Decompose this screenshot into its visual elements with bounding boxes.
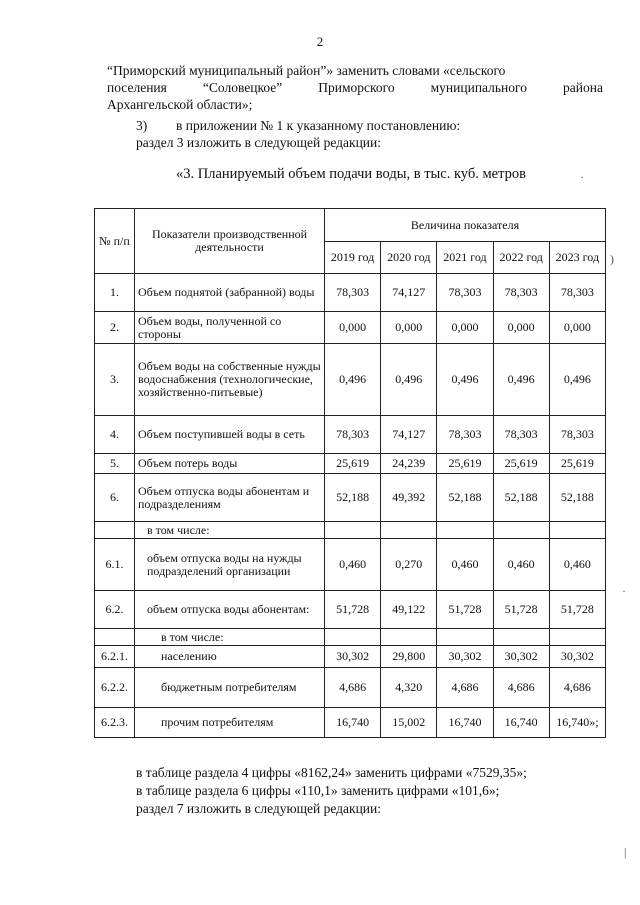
row-name: Объем поступившей воды в сеть [135,416,325,454]
table-row [95,708,606,738]
header-year: 2019 год [325,242,381,274]
footer-line-section-6: в таблице раздела 6 цифры «110,1» заменить цифрами «101,6»; [136,783,500,798]
scan-mark: | [624,845,627,859]
table-row [95,312,606,344]
row-value: 0,000 [437,312,493,344]
row-value: 78,303 [437,416,493,454]
row-num: 3. [95,344,135,416]
word: “Соловецкое” [202,80,283,95]
row-value: 51,728 [493,591,549,629]
row-value: 78,303 [493,416,549,454]
item-number: 3) [136,118,148,133]
header-year: 2021 год [437,242,493,274]
paragraph-line-3: Архангельской области»; [107,97,253,112]
row-num: 6.1. [95,539,135,591]
row-value [549,522,605,539]
word: Приморского [318,80,395,95]
row-value: 25,619 [325,454,381,474]
row-name: бюджетным потребителям [135,668,325,708]
word: района [563,80,603,95]
row-name: Объем воды, полученной со стороны [135,312,325,344]
row-num: 6.2.3. [95,708,135,738]
paragraph-line-1 [107,62,603,79]
row-name: Объем отпуска воды абонентам и подразделениям [135,474,325,522]
row-value: 52,188 [437,474,493,522]
row-value: 78,303 [549,274,605,312]
row-name: прочим потребителям [135,708,325,738]
row-value: 52,188 [325,474,381,522]
header-value-group: Величина показателя [325,209,606,242]
table-row [95,474,606,522]
row-value: 0,000 [325,312,381,344]
row-value: 0,496 [493,344,549,416]
row-num: 1. [95,274,135,312]
row-value: 29,800 [381,646,437,668]
paragraph-appendix [136,117,606,134]
footer-line-section-4: в таблице раздела 4 цифры «8162,24» заменить цифрами «7529,35»; [136,765,527,780]
row-value: 16,740 [493,708,549,738]
row-name: объем отпуска воды на нужды подразделений организации [135,539,325,591]
row-value: 0,000 [493,312,549,344]
table-row [95,646,606,668]
row-value [437,629,493,646]
row-value: 78,303 [325,416,381,454]
row-value: 78,303 [325,274,381,312]
row-name: Объем потерь воды [135,454,325,474]
row-value [493,522,549,539]
row-value: 4,686 [437,668,493,708]
table-row [95,522,606,539]
row-value: 0,496 [437,344,493,416]
scan-mark: · [622,584,626,598]
water-supply-table [94,208,606,738]
row-value [325,522,381,539]
row-num: 6.2.1. [95,646,135,668]
row-value: 4,686 [549,668,605,708]
row-num: 6. [95,474,135,522]
row-value: 0,460 [493,539,549,591]
paragraph-line-2 [107,79,603,96]
row-value: 49,122 [381,591,437,629]
row-value: 78,303 [437,274,493,312]
row-value: 30,302 [549,646,605,668]
row-value: 52,188 [549,474,605,522]
table-row [95,274,606,312]
footer-line-section-7: раздел 7 изложить в следующей редакции: [136,801,382,816]
word: поселения [107,80,167,95]
row-value [493,629,549,646]
row-name: Объем воды на собственные нужды водоснабжения (технологические, хозяйственно-питьевые) [135,344,325,416]
row-value [381,629,437,646]
row-value [325,629,381,646]
row-value: 25,619 [549,454,605,474]
row-name: объем отпуска воды абонентам: [135,591,325,629]
line-text: “Приморский муниципальный район”» заменить словами «сельского [107,63,506,78]
row-value: 0,460 [437,539,493,591]
header-year: 2023 год [549,242,605,274]
row-value: 25,619 [493,454,549,474]
row-num [95,629,135,646]
row-value: 16,740 [437,708,493,738]
header-year: 2020 год [381,242,437,274]
row-value: 78,303 [493,274,549,312]
row-num [95,522,135,539]
table-row [95,454,606,474]
row-value: 0,270 [381,539,437,591]
row-value: 30,302 [325,646,381,668]
row-value: 51,728 [325,591,381,629]
row-value: 4,320 [381,668,437,708]
row-value: 16,740»; [549,708,605,738]
scan-mark: · [580,170,584,184]
table-row [95,629,606,646]
table-row [95,668,606,708]
paragraph-replace-words [107,62,603,113]
row-name: Объем поднятой (забранной) воды [135,274,325,312]
row-value: 4,686 [493,668,549,708]
row-value: 0,496 [325,344,381,416]
row-value: 74,127 [381,274,437,312]
header-year: 2022 год [493,242,549,274]
table-heading: «3. Планируемый объем подачи воды, в тыс. куб. метров [176,166,526,182]
row-value: 0,460 [325,539,381,591]
row-value: 0,000 [549,312,605,344]
table-row [95,591,606,629]
row-name: населению [135,646,325,668]
table-row [95,539,606,591]
row-value: 0,000 [381,312,437,344]
row-num: 2. [95,312,135,344]
row-value: 51,728 [437,591,493,629]
word: муниципального [430,80,527,95]
row-value: 30,302 [437,646,493,668]
row-value: 25,619 [437,454,493,474]
row-num: 6.2.2. [95,668,135,708]
row-value: 78,303 [549,416,605,454]
row-value: 30,302 [493,646,549,668]
row-value: 4,686 [325,668,381,708]
header-indicator: Показатели производственной деятельности [135,209,325,274]
table-row [95,344,606,416]
item-text: в приложении № 1 к указанному постановлению: [176,118,461,133]
row-value: 0,460 [549,539,605,591]
row-value: 16,740 [325,708,381,738]
row-value: 0,496 [381,344,437,416]
row-value [381,522,437,539]
paragraph-section-3: раздел 3 изложить в следующей редакции: [136,135,382,150]
row-value: 52,188 [493,474,549,522]
row-value [437,522,493,539]
row-name: в том числе: [135,629,325,646]
scan-mark: ) [610,252,614,266]
row-name: в том числе: [135,522,325,539]
row-value: 24,239 [381,454,437,474]
row-num: 5. [95,454,135,474]
row-value: 49,392 [381,474,437,522]
row-value: 74,127 [381,416,437,454]
row-num: 4. [95,416,135,454]
page-number: 2 [316,34,324,49]
table-row [95,416,606,454]
header-num: № п/п [95,209,135,274]
row-value [549,629,605,646]
row-num: 6.2. [95,591,135,629]
row-value: 51,728 [549,591,605,629]
row-value: 15,002 [381,708,437,738]
row-value: 0,496 [549,344,605,416]
